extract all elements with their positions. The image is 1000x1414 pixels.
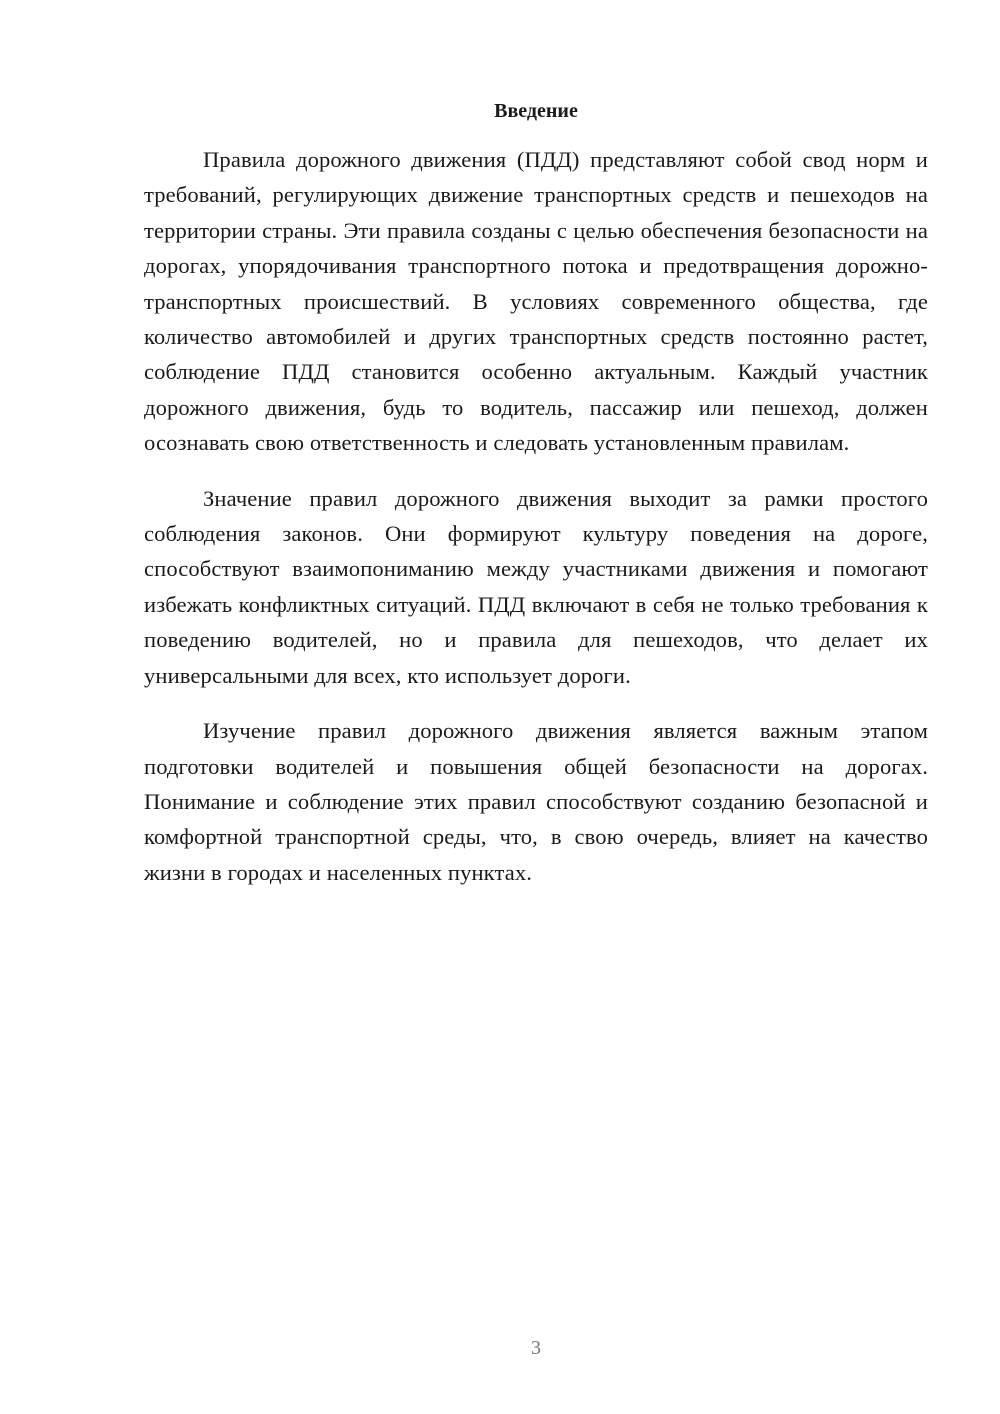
paragraph-3: Изучение правил дорожного движения является важным этапом подготовки водителей и повышения общей безопасности на дорогах. Понимание и соблюдение этих правил способствуют созданию безопасной и комфортной транспортной среды, что, в свою очередь, влияет на качество жизни в городах и населенных пунктах. — [144, 718, 928, 885]
page-number: 3 — [531, 1337, 541, 1359]
paragraph-1: Правила дорожного движения (ПДД) представляют собой свод норм и требований, регулирующих движение транспортных средств и пешеходов на территории страны. Эти правила созданы с целью обеспечения безопасности на дорогах, упорядочивания транспортного потока и предотвращения дорожно-транспортных происшествий. В условиях современного общества, где количество автомобилей и других транспортных средств постоянно растет, соблюдение ПДД становится особенно актуальным. Каждый участник дорожного движения, будь то водитель, пассажир или пешеход, должен осознавать свою ответственность и следовать установленным правилам. — [144, 147, 928, 456]
body-text — [144, 142, 928, 890]
paragraph-2: Значение правил дорожного движения выходит за рамки простого соблюдения законов. Они формируют культуру поведения на дороге, способствуют взаимопониманию между участниками движения и помогают избежать конфликтных ситуаций. ПДД включают в себя не только требования к поведению водителей, но и правила для пешеходов, что делает их универсальными для всех, кто использует дороги. — [144, 485, 928, 688]
section-title: Введение — [494, 100, 578, 122]
